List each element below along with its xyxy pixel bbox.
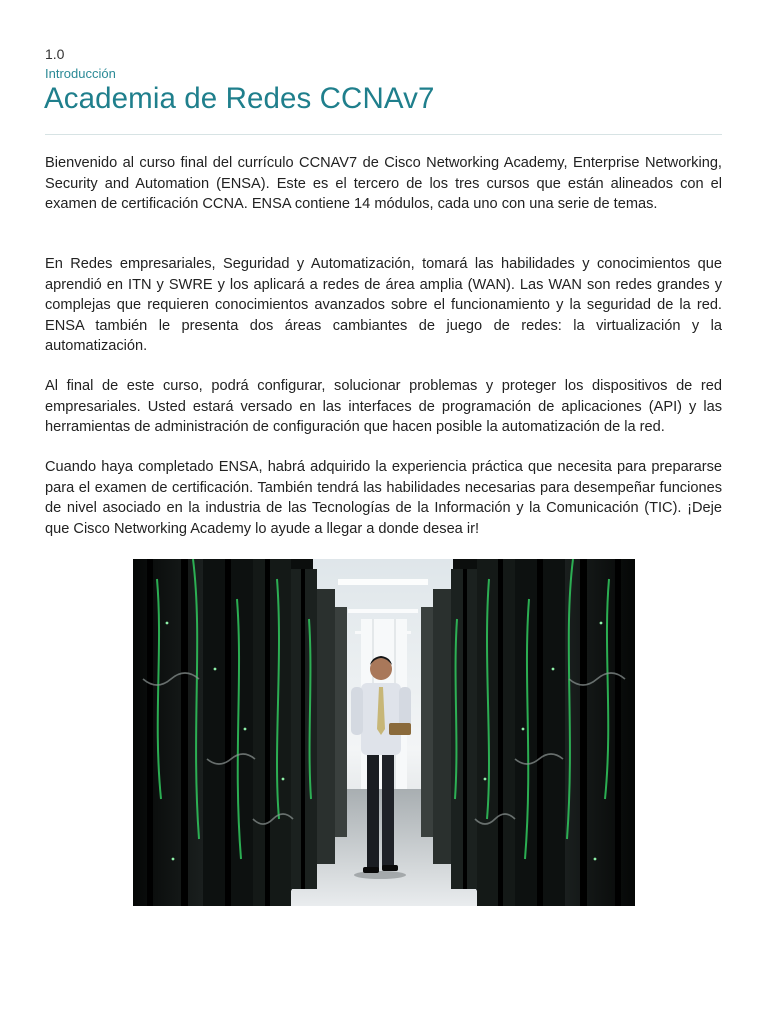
paragraph-enterprise-networks: En Redes empresariales, Seguridad y Automatización, tomará las habilidades y conocimientos que aprendió en ITN y SWRE y los aplicará a redes de área amplia (WAN). Las WAN son redes grandes y complejas que requieren conocimientos avanzados sobre el funcionamiento y la seguridad de la red. ENSA también le presenta dos áreas cambiantes de juego de redes: la virtualización y la automatización. xyxy=(45,256,722,354)
section-number: 1.0 xyxy=(45,46,65,62)
paragraph-course-outcomes: Al final de este curso, podrá configurar, solucionar problemas y proteger los dispositivos de red empresariales. Usted estará versado en las interfaces de programación de aplicaciones (API) y las herramientas de administración de configuración que hacen posible la automatización de la red. xyxy=(45,378,722,435)
title-divider xyxy=(45,134,722,135)
paragraph-completion: Cuando haya completado ENSA, habrá adquirido la experiencia práctica que necesita para prepararse para el examen de certificación. También tendrá las habilidades necesarias para desempeñar funciones de nivel asociado en la industria de las Tecnologías de la Información y la Comunicación (TIC). ¡Deje que Cisco Networking Academy lo ayude a llegar a donde desea ir! xyxy=(45,459,722,537)
datacenter-photo xyxy=(133,559,635,906)
section-label: Introducción xyxy=(45,66,116,81)
datacenter-illustration xyxy=(133,559,635,906)
page-title: Academia de Redes CCNAv7 xyxy=(44,82,435,115)
paragraph-welcome: Bienvenido al curso final del currículo CCNAV7 de Cisco Networking Academy, Enterprise Networking, Security and Automation (ENSA). Este es el tercero de los tres cursos que están alineados con el examen de certificación CCNA. ENSA contiene 14 módulos, cada uno con una serie de temas. xyxy=(45,155,722,212)
